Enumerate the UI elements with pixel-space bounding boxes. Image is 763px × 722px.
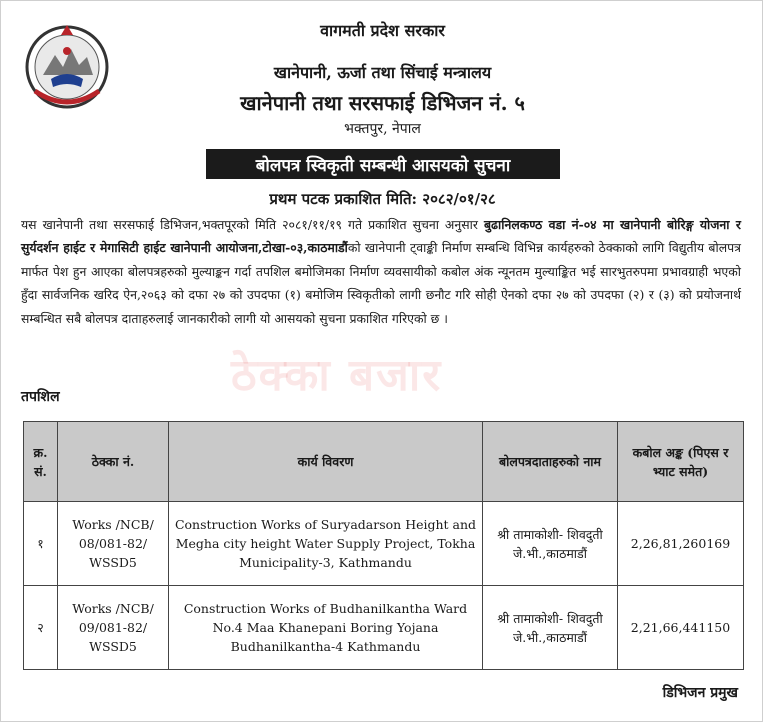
details-label: तपशिल [21,389,60,405]
award-table [23,421,744,670]
table-header-row [24,422,744,502]
row-bidder: श्री तामाकोशी- शिवदुती जे.भी.,काठमाडौं [483,502,618,586]
row-amount: 2,21,66,441150 [618,586,744,670]
body-text-part1: यस खानेपानी तथा सरसफाई डिभिजन,भक्तपूरको मिति २०८१/११/१९ गते प्रकाशित सुचना अनुसार [21,217,484,232]
row-contract-no: Works /NCB/ 09/081-82/ WSSD5 [58,586,169,670]
header-serial: क्र. सं. [24,422,58,502]
notice-body [21,213,741,330]
government-name: वागमती प्रदेश सरकार [320,21,445,40]
body-project-names: बुढानिलकण्ठ वडा नं-०४ मा खानेपानी बोरिङ्ग योजना र सुर्यदर्शन हाईट र मेगासिटी हाईट खानेपानी आयोजना,टोखा-०३,काठमाडौं [21,217,741,256]
body-text-part2: को खानेपानी ट्वाङ्की निर्माण सम्बन्धि विभिन्न कार्यहरुको ठेक्काको लागि विद्युतीय बोलपत्र मार्फत पेश हुन आएका बोलपत्रहरुको मुल्याङ्कन गर्दा तपशिल बमोजिमका निर्माण व्यवसायीको कबोल अंक न्यूनतम मुल्याङ्कित भई सारभुतरुपमा प्रभावग्राही भएको हुँदा सार्वजनिक खरिद ऐन,२०६३ को दफा २७ को उपदफा (१) बमोजिम स्विकृतीको लागी छनौट गरि सोही ऐनको दफा २७ को उपदफा (२) र (३) को प्रयोजनार्थ सम्बन्धित सबै बोलपत्र दाताहरुलाई जानकारीको लागी यो आसयको सुचना प्रकाशित गरिएको छ । [21,240,741,326]
row-description: Construction Works of Budhanilkantha Ward No.4 Maa Khanepani Boring Yojana Budhanilkantha-4 Kathmandu [169,586,483,670]
row-amount: 2,26,81,260169 [618,502,744,586]
division-name: खानेपानी तथा सरसफाई डिभिजन नं. ५ [240,91,525,115]
notice-title: बोलपत्र स्विकृती सम्बन्धी आसयको सुचना [206,149,560,179]
office-location: भक्तपुर, नेपाल [344,121,421,137]
header-contract-no: ठेक्का नं. [58,422,169,502]
ministry-name: खानेपानी, ऊर्जा तथा सिंचाई मन्त्रालय [273,63,492,82]
published-date: प्रथम पटक प्रकाशित मिति: २०८२/०१/२८ [269,190,496,208]
row-contract-no: Works /NCB/ 08/081-82/ WSSD5 [58,502,169,586]
header-bid-amount: कबोल अङ्क (पिएस र भ्याट समेत) [618,422,744,502]
header-work-description: कार्य विवरण [169,422,483,502]
table-row [24,502,744,586]
table-row [24,586,744,670]
header-bidder-name: बोलपत्रदाताहरुको नाम [483,422,618,502]
watermark-text: ठेक्का बजार [231,350,443,401]
row-bidder: श्री तामाकोशी- शिवदुती जे.भी.,काठमाडौं [483,586,618,670]
row-serial: २ [24,586,58,670]
row-serial: १ [24,502,58,586]
division-chief-signoff: डिभिजन प्रमुख [662,685,738,701]
row-description: Construction Works of Suryadarson Height and Megha city height Water Supply Project, Tokha Municipality-3, Kathmandu [169,502,483,586]
